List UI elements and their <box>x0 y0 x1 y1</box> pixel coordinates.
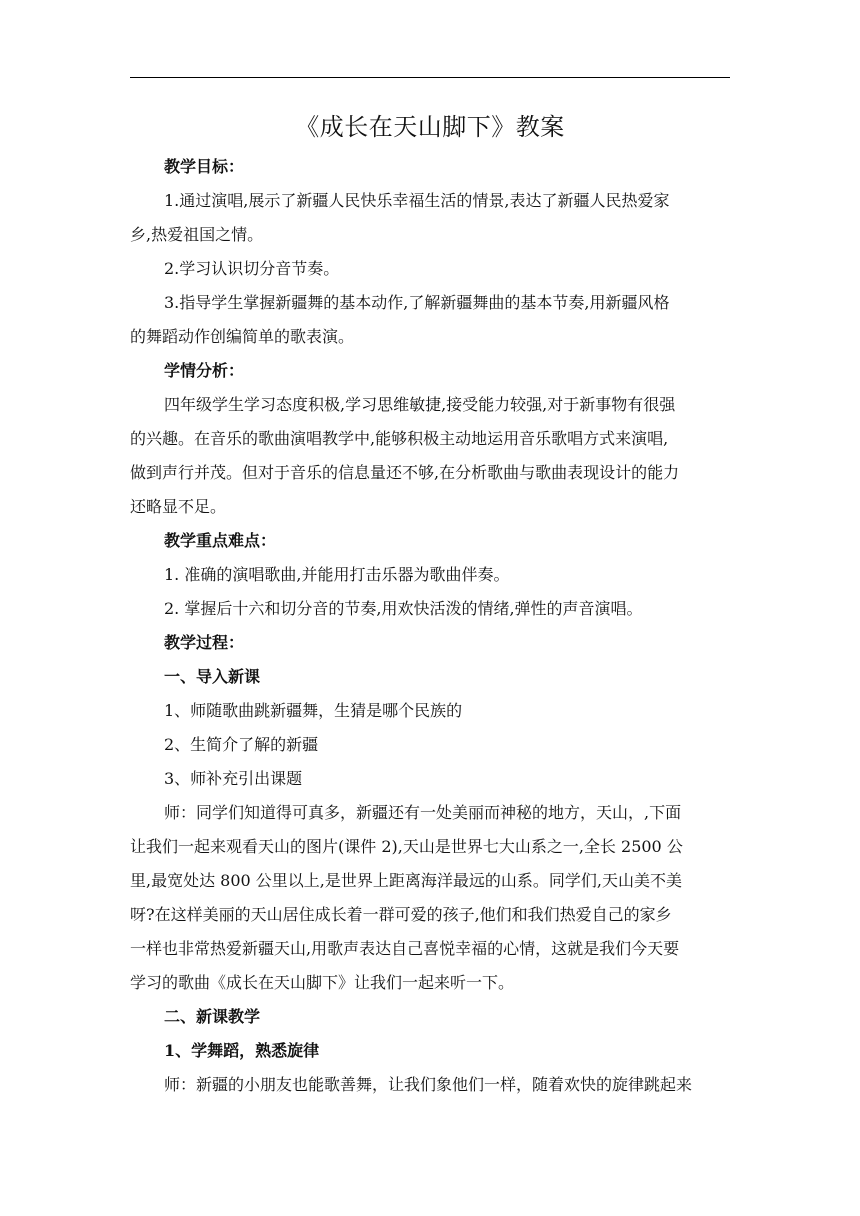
paragraph-line: 师：同学们知道得可真多，新疆还有一处美丽而神秘的地方，天山，,下面 <box>164 803 682 822</box>
paragraph-line: 师：新疆的小朋友也能歌善舞，让我们象他们一样，随着欢快的旋律跳起来 <box>164 1075 693 1094</box>
paragraph-line: 1.通过演唱,展示了新疆人民快乐幸福生活的情景,表达了新疆人民热爱家 <box>164 191 670 210</box>
document-title: 《成长在天山脚下》教案 <box>295 113 565 141</box>
section-heading: 教学目标： <box>164 157 245 176</box>
paragraph-line: 2.学习认识切分音节奏。 <box>164 259 340 278</box>
document-body <box>130 150 730 1102</box>
paragraph-line: 一样也非常热爱新疆天山,用歌声表达自己喜悦幸福的心情，这就是我们今天要 <box>130 939 680 958</box>
section-heading: 二、新课教学 <box>164 1007 261 1026</box>
paragraph-line: 的舞蹈动作创编简单的歌表演。 <box>130 327 355 346</box>
paragraph-line: 3.指导学生掌握新疆舞的基本动作,了解新疆舞曲的基本节奏,用新疆风格 <box>164 293 670 312</box>
paragraph-line: 呀?在这样美丽的天山居住成长着一群可爱的孩子,他们和我们热爱自己的家乡 <box>130 905 672 924</box>
section-heading: 学情分析： <box>164 361 245 380</box>
paragraph-line: 的兴趣。在音乐的歌曲演唱教学中,能够积极主动地运用音乐歌唱方式来演唱, <box>130 429 669 448</box>
paragraph-line: 做到声行并茂。但对于音乐的信息量还不够,在分析歌曲与歌曲表现设计的能力 <box>130 463 680 482</box>
paragraph-line: 里,最宽处达 800 公里以上,是世界上距离海洋最远的山系。同学们,天山美不美 <box>130 871 682 890</box>
paragraph-line: 3、师补充引出课题 <box>164 769 303 788</box>
paragraph-line: 还略显不足。 <box>130 497 227 516</box>
paragraph-line: 2. 掌握后十六和切分音的节奏,用欢快活泼的情绪,弹性的声音演唱。 <box>164 599 643 618</box>
paragraph-line: 四年级学生学习态度积极,学习思维敏捷,接受能力较强,对于新事物有很强 <box>164 395 676 414</box>
paragraph-line: 乡,热爱祖国之情。 <box>130 225 264 244</box>
paragraph-line: 让我们一起来观看天山的图片(课件 2),天山是世界七大山系之一,全长 2500 公 <box>130 837 683 856</box>
paragraph-line: 1. 准确的演唱歌曲,并能用打击乐器为歌曲伴奏。 <box>164 565 510 584</box>
paragraph-line: 1、师随歌曲跳新疆舞，生猜是哪个民族的 <box>164 701 463 720</box>
paragraph-line: 2、生简介了解的新疆 <box>164 735 319 754</box>
section-heading: 1、学舞蹈，熟悉旋律 <box>164 1041 320 1060</box>
document-page <box>130 104 730 1102</box>
section-heading: 教学过程： <box>164 633 245 652</box>
section-heading: 一、导入新课 <box>164 667 261 686</box>
header-rule <box>130 77 730 78</box>
section-heading: 教学重点难点： <box>164 531 277 550</box>
paragraph-line: 学习的歌曲《成长在天山脚下》让我们一起来听一下。 <box>130 973 515 992</box>
